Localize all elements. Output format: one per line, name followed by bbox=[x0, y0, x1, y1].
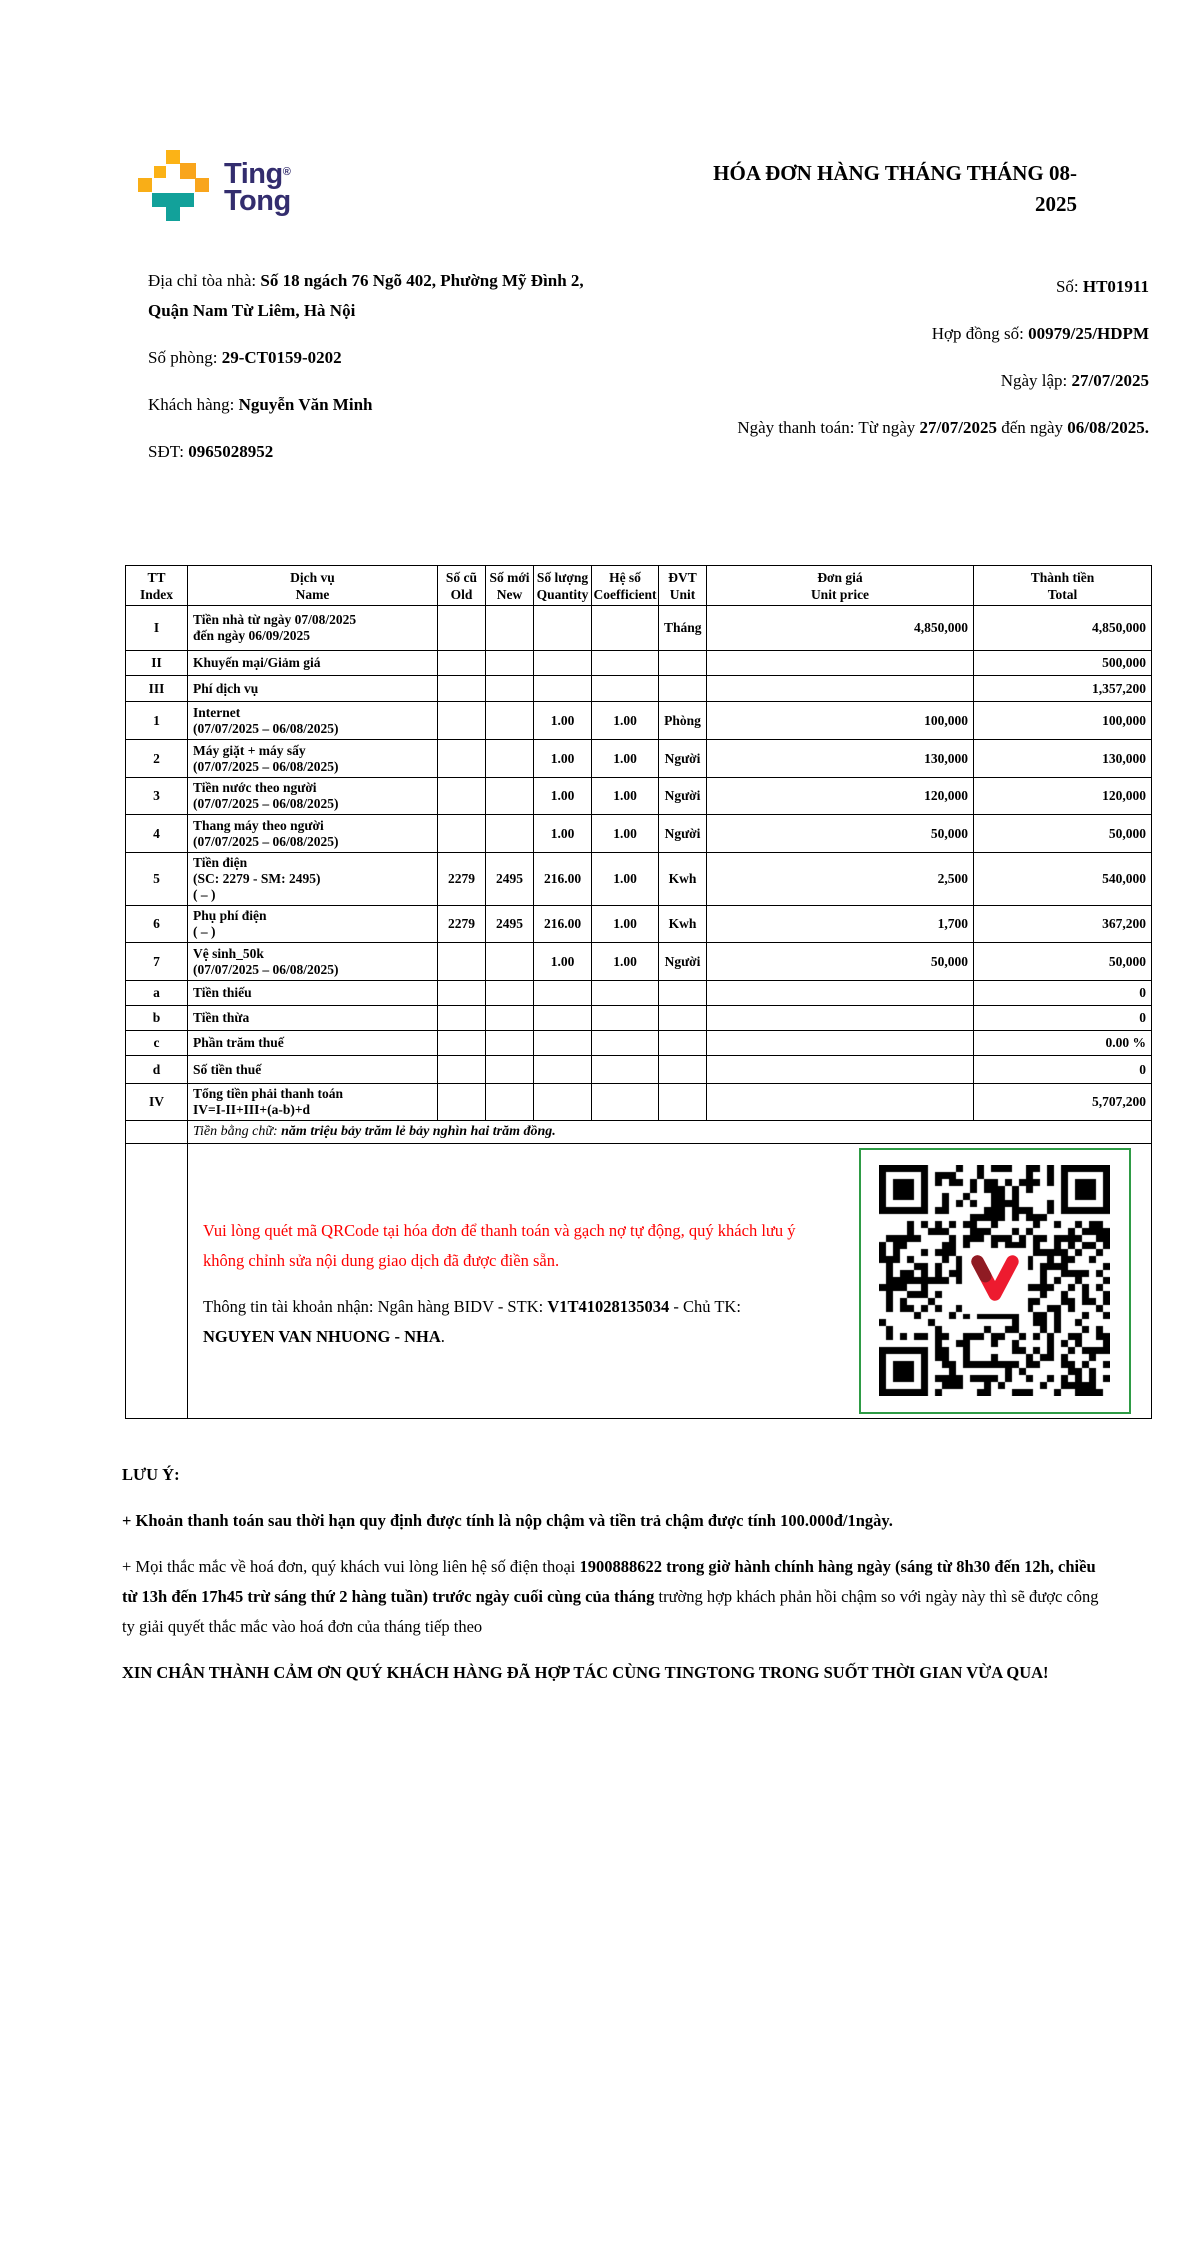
table-row-elevator: 4 Thang máy theo người (07/07/2025 – 06/08/2025) 1.00 1.00 Người 50,000 50,000 bbox=[126, 815, 1152, 853]
services-table bbox=[125, 565, 1152, 1419]
header-index: TT Index bbox=[126, 566, 188, 606]
header-name: Dịch vụ Name bbox=[188, 566, 438, 606]
customer-phone: SĐT: 0965028952 bbox=[148, 442, 274, 461]
registered-mark: ® bbox=[282, 166, 291, 178]
header-unit: ĐVT Unit bbox=[659, 566, 707, 606]
issue-date: Ngày lập: 27/07/2025 bbox=[1000, 371, 1149, 390]
logo-word-tong: Tong bbox=[224, 185, 291, 217]
invoice-title-line2: 2025 bbox=[1035, 192, 1077, 216]
vietqr-logo-icon bbox=[966, 1250, 1024, 1308]
header-new: Số mới New bbox=[486, 566, 534, 606]
table-row-water: 3 Tiền nước theo người (07/07/2025 – 06/08/2025) 1.00 1.00 Người 120,000 120,000 bbox=[126, 778, 1152, 815]
table-row-laundry: 2 Máy giặt + máy sấy (07/07/2025 – 06/08/2025) 1.00 1.00 Người 130,000 130,000 bbox=[126, 740, 1152, 778]
qr-instruction-text: Vui lòng quét mã QRCode tại hóa đơn để thanh toán và gạch nợ tự động, quý khách lưu ý không chỉnh sửa nội dung giao dịch đã được điền sẵn. bbox=[203, 1221, 796, 1270]
footer-notes bbox=[122, 1460, 1110, 1704]
table-row-internet: 1 Internet (07/07/2025 – 06/08/2025) 1.00 1.00 Phòng 100,000 100,000 bbox=[126, 702, 1152, 740]
table-header-row bbox=[126, 566, 1152, 606]
amount-in-words: Tiền bằng chữ: năm triệu bảy trăm lẻ bảy nghìn hai trăm đồng. bbox=[188, 1121, 1152, 1144]
qr-code-box bbox=[859, 1148, 1131, 1414]
notes-title: LƯU Ý: bbox=[122, 1465, 180, 1484]
header-total: Thành tiền Total bbox=[974, 566, 1152, 606]
tingtong-logo-icon bbox=[138, 150, 210, 222]
payment-note bbox=[203, 1216, 813, 1352]
account-info: Thông tin tài khoản nhận: Ngân hàng BIDV - STK: V1T41028135034 - Chủ TK: NGUYEN VAN NHUONG - NHA. bbox=[203, 1297, 741, 1346]
table-row-grand-total: IV Tổng tiền phải thanh toán IV=I-II+III+(a-b)+d 5,707,200 bbox=[126, 1084, 1152, 1121]
amount-in-words-row bbox=[126, 1121, 1152, 1144]
table-row-electricity: 5 Tiền điện (SC: 2279 - SM: 2495) ( – ) 2279 2495 216.00 1.00 Kwh 2,500 540,000 bbox=[126, 853, 1152, 906]
logo-word-ting: Ting bbox=[224, 158, 283, 190]
payment-qr-row bbox=[126, 1144, 1152, 1419]
payment-period: Ngày thanh toán: Từ ngày 27/07/2025 đến ngày 06/08/2025. bbox=[737, 418, 1149, 437]
table-row-electricity-surcharge: 6 Phụ phí điện ( – ) 2279 2495 216.00 1.00 Kwh 1,700 367,200 bbox=[126, 906, 1152, 943]
table-row-service-fee: III Phí dịch vụ 1,357,200 bbox=[126, 676, 1152, 702]
tingtong-logo bbox=[138, 150, 291, 222]
table-row-tax-amount: d Số tiền thuế 0 bbox=[126, 1056, 1152, 1084]
tingtong-logo-text bbox=[224, 150, 291, 215]
table-row-discount: II Khuyến mại/Giảm giá 500,000 bbox=[126, 651, 1152, 676]
building-address: Địa chỉ tòa nhà: Số 18 ngách 76 Ngõ 402, Phường Mỹ Đình 2, Quận Nam Từ Liêm, Hà Nội bbox=[148, 271, 584, 320]
invoice-title bbox=[713, 158, 1077, 220]
header-quantity: Số lượng Quantity bbox=[534, 566, 592, 606]
header-coefficient: Hệ số Coefficient bbox=[592, 566, 659, 606]
header-old: Số cũ Old bbox=[438, 566, 486, 606]
hotline-note: + Mọi thắc mắc về hoá đơn, quý khách vui lòng liên hệ số điện thoại 1900888622 trong giờ hành chính hàng ngày (sáng từ 8h30 đến 12h, chiều từ 13h đến 17h45 trừ sáng thứ 2 hàng tuần) trước ngày cuối cùng của tháng trường hợp khách phản hồi chậm so với ngày này thì sẽ được công ty giải quyết thắc mắc vào hoá đơn của tháng tiếp theo bbox=[122, 1557, 1099, 1636]
header-unit-price: Đơn giá Unit price bbox=[707, 566, 974, 606]
contract-number: Hợp đồng số: 00979/25/HDPM bbox=[931, 324, 1149, 343]
late-payment-note: + Khoản thanh toán sau thời hạn quy định được tính là nộp chậm và tiền trả chậm được tính 100.000đ/1ngày. bbox=[122, 1511, 893, 1530]
table-row-shortage: a Tiền thiếu 0 bbox=[126, 981, 1152, 1006]
invoice-meta bbox=[679, 272, 1149, 460]
table-row-cleaning: 7 Vệ sinh_50k (07/07/2025 – 06/08/2025) 1.00 1.00 Người 50,000 50,000 bbox=[126, 943, 1152, 981]
table-row-surplus: b Tiền thừa 0 bbox=[126, 1006, 1152, 1031]
customer-info bbox=[148, 266, 626, 484]
customer-name: Khách hàng: Nguyễn Văn Minh bbox=[148, 395, 373, 414]
invoice-title-line1: HÓA ĐƠN HÀNG THÁNG THÁNG 08- bbox=[713, 161, 1077, 185]
room-number: Số phòng: 29-CT0159-0202 bbox=[148, 348, 342, 367]
table-row-tax-percent: c Phần trăm thuế 0.00 % bbox=[126, 1031, 1152, 1056]
table-row-rent: I Tiền nhà từ ngày 07/08/2025 đến ngày 06/09/2025 Tháng 4,850,000 4,850,000 bbox=[126, 606, 1152, 651]
thank-you-note: XIN CHÂN THÀNH CẢM ƠN QUÝ KHÁCH HÀNG ĐÃ HỢP TÁC CÙNG TINGTONG TRONG SUỐT THỜI GIAN VỪA QUA! bbox=[122, 1663, 1049, 1682]
invoice-number: Số: HT01911 bbox=[1055, 277, 1149, 296]
